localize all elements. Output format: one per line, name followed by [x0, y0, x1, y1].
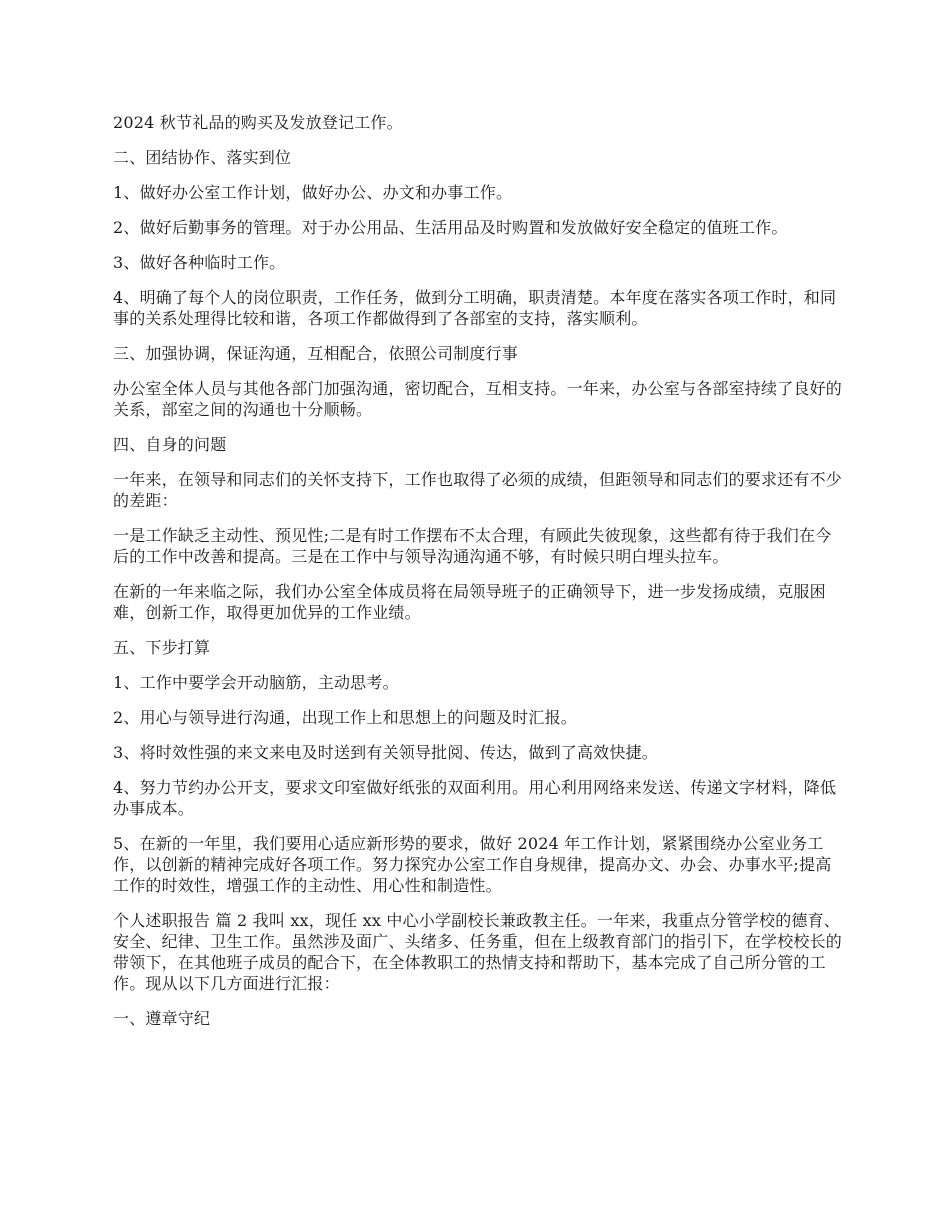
paragraph-4-1: 一年来，在领导和同志们的关怀支持下，工作也取得了必须的成绩，但距领导和同志们的要求还有不少的差距： — [113, 470, 843, 510]
report-2-section-heading-1: 一、遵章守纪 — [113, 1009, 211, 1028]
list-item-5-2: 2、用心与领导进行沟通，出现工作上和思想上的问题及时汇报。 — [113, 708, 577, 727]
section-heading-3: 三、加强协调，保证沟通，互相配合，依照公司制度行事 — [113, 344, 519, 363]
list-item-2-2: 2、做好后勤事务的管理。对于办公用品、生活用品及时购置和发放做好安全稳定的值班工作。 — [113, 218, 788, 237]
list-item-5-3: 3、将时效性强的来文来电及时送到有关领导批阅、传达，做到了高效快捷。 — [113, 743, 658, 762]
list-item-2-4: 4、明确了每个人的岗位职责，工作任务，做到分工明确，职责清楚。本年度在落实各项工作时，和同事的关系处理得比较和谐，各项工作都做得到了各部室的支持，落实顺利。 — [113, 288, 837, 328]
list-item-5-1: 1、工作中要学会开动脑筋，主动思考。 — [113, 673, 399, 692]
section-heading-5: 五、下步打算 — [113, 638, 211, 657]
section-heading-2: 二、团结协作、落实到位 — [113, 148, 292, 167]
paragraph-4-3: 在新的一年来临之际，我们办公室全体成员将在局领导班子的正确领导下，进一步发扬成绩，克服困难，创新工作，取得更加优异的工作业绩。 — [113, 582, 826, 622]
list-item-2-3: 3、做好各种临时工作。 — [113, 253, 286, 272]
paragraph-continuation: 2024 秋节礼品的购买及发放登记工作。 — [113, 113, 403, 132]
paragraph-3: 办公室全体人员与其他各部门加强沟通，密切配合，互相支持。一年来，办公室与各部室持续了良好的关系，部室之间的沟通也十分顺畅。 — [113, 379, 843, 419]
list-item-5-5: 5、在新的一年里，我们要用心适应新形势的要求，做好 2024 年工作计划，紧紧围绕办公室业务工作，以创新的精神完成好各项工作。努力探究办公室工作自身规律，提高办文、办会、办事水平;提高工作的时效性，增强工作的主动性、用心性和制造性。 — [113, 834, 832, 895]
paragraph-4-2: 一是工作缺乏主动性、预见性;二是有时工作摆布不太合理，有顾此失彼现象，这些都有待于我们在今后的工作中改善和提高。三是在工作中与领导沟通沟通不够，有时候只明白埋头拉车。 — [113, 526, 832, 566]
report-2-intro: 个人述职报告 篇 2 我叫 xx，现任 xx 中心小学副校长兼政教主任。一年来，我重点分管学校的德育、安全、纪律、卫生工作。虽然涉及面广、头绪多、任务重，但在上级教育部门的指引下，在学校校长的带领下，在其他班子成员的配合下，在全体教职工的热情支持和帮助下，基本完成了自己所分管的工作。现从以下几方面进行汇报： — [113, 911, 843, 993]
list-item-2-1: 1、做好办公室工作计划，做好办公、办文和办事工作。 — [113, 183, 513, 202]
document-body — [113, 112, 843, 1043]
section-heading-4: 四、自身的问题 — [113, 435, 227, 454]
list-item-5-4: 4、努力节约办公开支，要求文印室做好纸张的双面利用。用心利用网络来发送、传递文字材料，降低办事成本。 — [113, 778, 837, 818]
